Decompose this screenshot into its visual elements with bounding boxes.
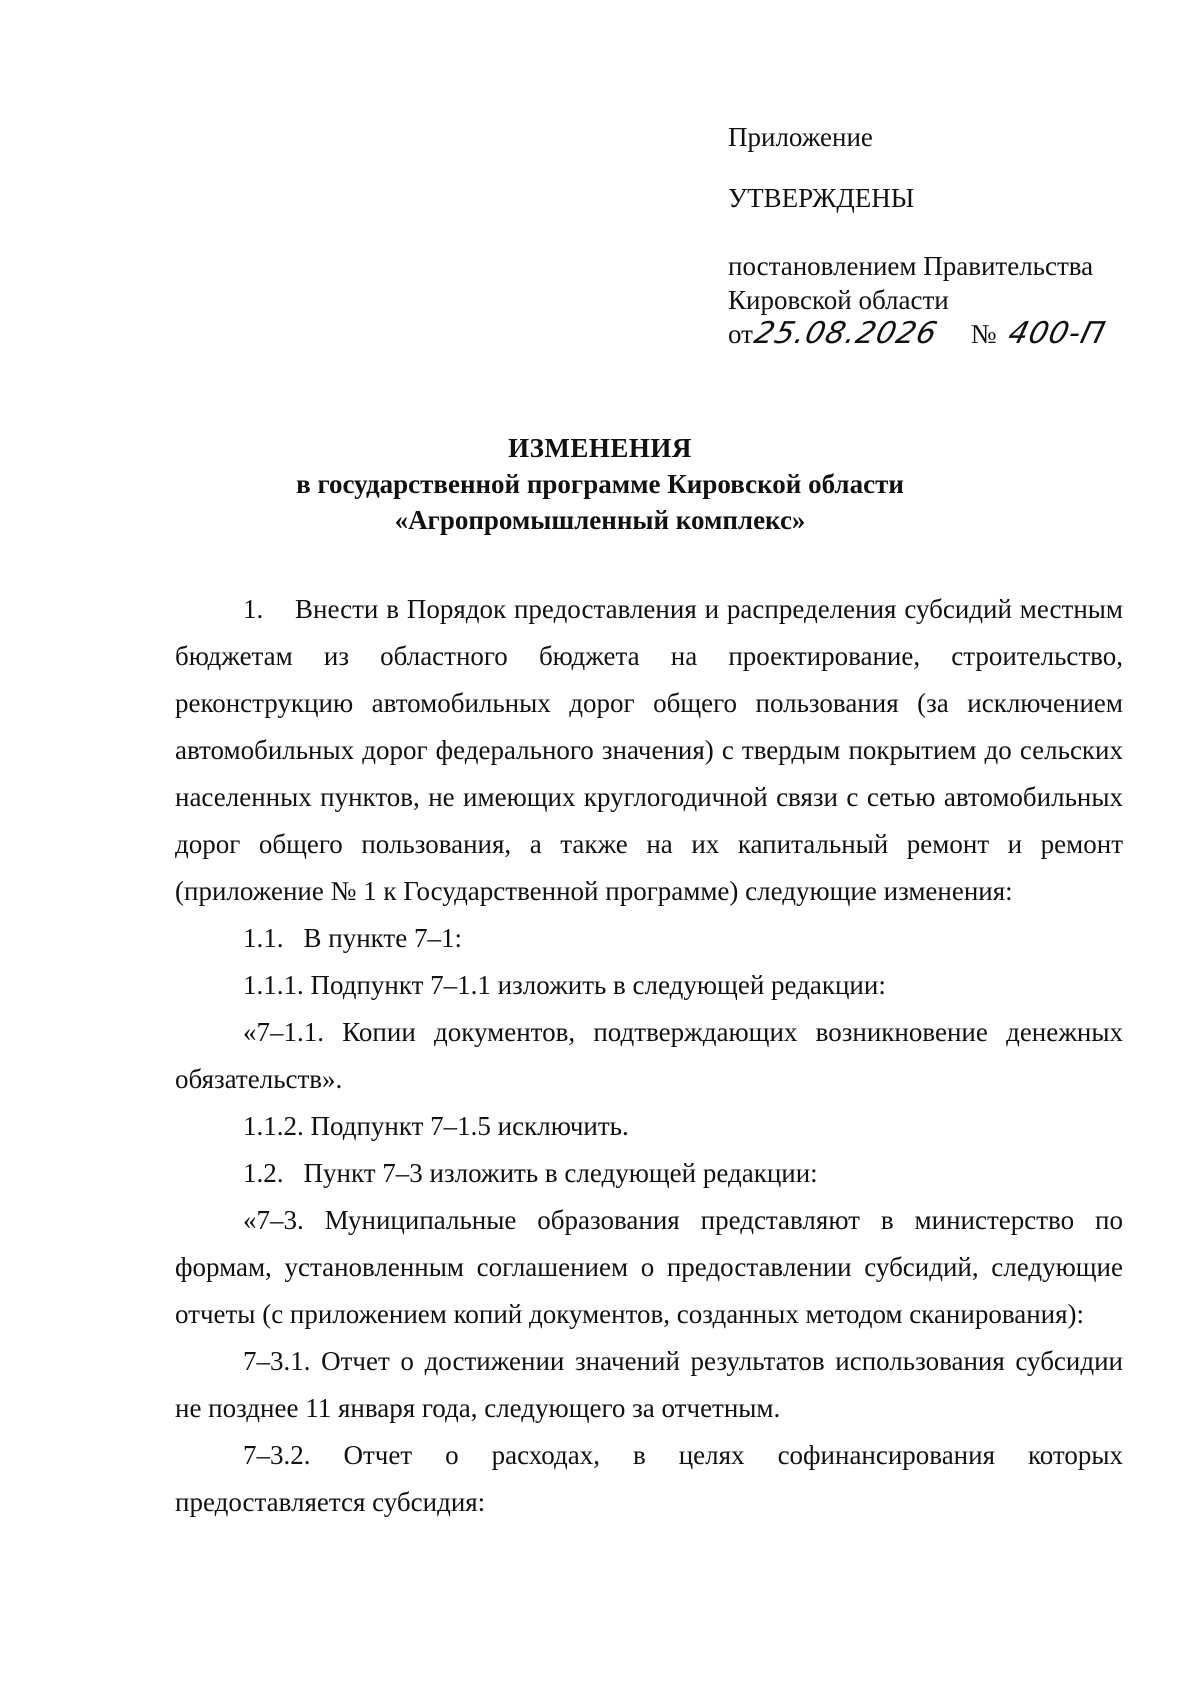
paragraph-1-1-number: 1.1. (243, 923, 284, 953)
paragraph-1-1-text: В пункте 7–1: (303, 923, 462, 953)
paragraph-7-3: «7–3. Муниципальные образования представляют в министерство по формам, установленным соглашением о предоставлении субсидий, следующие отчеты (с приложением копий документов, созданных методом сканирования): (175, 1205, 1123, 1329)
paragraph-1-1-1-quote: «7–1.1. Копии документов, подтверждающих возникновение денежных обязательств». (175, 1017, 1123, 1094)
paragraph-1-1-2: 1.1.2. Подпункт 7–1.5 исключить. (243, 1111, 629, 1141)
approval-block (728, 120, 1148, 357)
paragraph-1-number: 1. (243, 594, 264, 624)
paragraph-7-3-2: 7–3.2. Отчет о расходах, в целях софинансирования которых предоставляется субсидия: (175, 1440, 1123, 1517)
date-number-line (728, 317, 1148, 357)
paragraph-1-2-number: 1.2. (243, 1158, 284, 1188)
title-line-2: в государственной программе Кировской области (296, 469, 904, 499)
approved-label: УТВЕРЖДЕНЫ (728, 183, 915, 213)
document-body (175, 586, 1123, 1526)
paragraph-1-2-text: Пункт 7–3 изложить в следующей редакции: (303, 1158, 818, 1188)
handwritten-number: 400-П (1004, 316, 1109, 351)
paragraph-7-3-1: 7–3.1. Отчет о достижении значений результатов использования субсидии не позднее 11 января года, следующего за отчетным. (175, 1346, 1123, 1423)
appendix-label: Приложение (728, 122, 873, 152)
paragraph-1 (175, 586, 1123, 915)
title-main: ИЗМЕНЕНИЯ (508, 433, 692, 463)
title-line-3: «Агропромышленный комплекс» (394, 505, 806, 535)
resolution-line-1: постановлением Правительства (728, 251, 1094, 281)
document-title (0, 430, 1200, 538)
paragraph-1-1-1: 1.1.1. Подпункт 7–1.1 изложить в следующей редакции: (243, 970, 886, 1000)
handwritten-date: 25.08.2026 (750, 316, 942, 351)
resolution-line-2: Кировской области (728, 285, 949, 315)
paragraph-1-text: Внести в Порядок предоставления и распределения субсидий местным бюджетам из областного бюджета на проектирование, строительство, реконструкцию автомобильных дорог общего пользования (за исключением автомобильных дорог федерального значения) с твердым покрытием до сельских населенных пунктов, не имеющих круглогодичной связи с сетью автомобильных дорог общего пользования, а также на их капитальный ремонт и ремонт (приложение № 1 к Государственной программе) следующие изменения: (175, 594, 1123, 906)
date-prefix: от (728, 319, 753, 349)
number-sign: № (970, 319, 997, 349)
paragraph-1-1 (175, 915, 1123, 962)
paragraph-1-2 (175, 1150, 1123, 1197)
